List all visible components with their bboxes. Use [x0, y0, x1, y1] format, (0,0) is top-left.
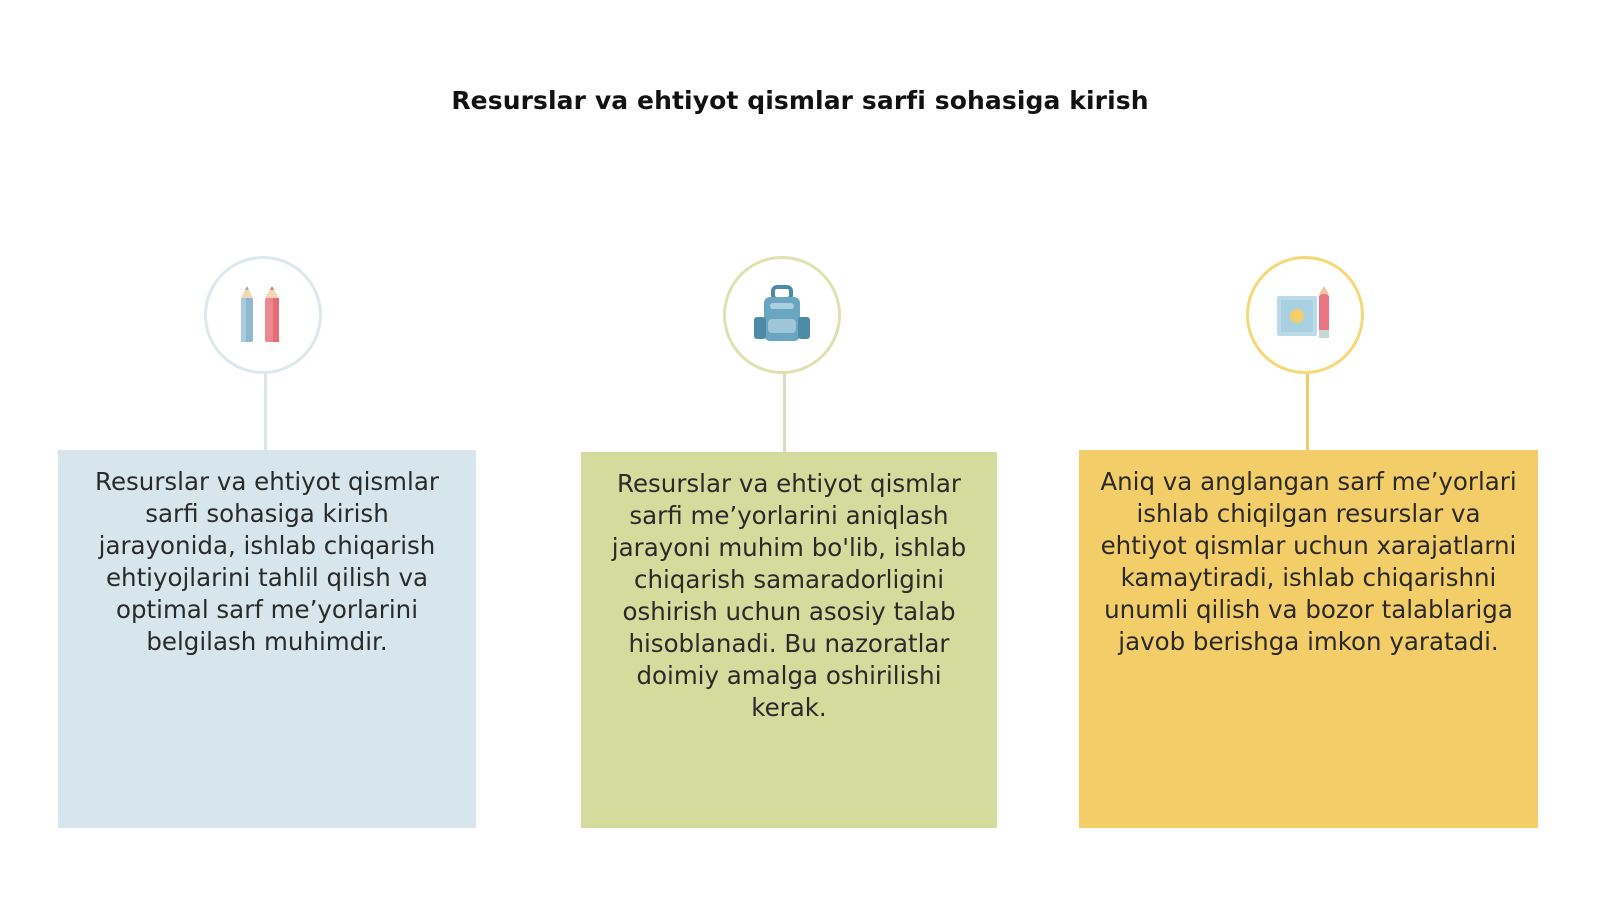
step-1-text: Resurslar va ehtiyot qismlar sarfi sohasiga kirish jarayonida, ishlab chiqarish ehtiyojlarini tahlil qilish va optimal sarf me’yorlarini belgilash muhimdir. [95, 467, 439, 656]
step-3-icon-circle [1246, 256, 1364, 374]
step-1-card [58, 450, 476, 828]
step-2-text: Resurslar va ehtiyot qismlar sarfi me’yorlarini aniqlash jarayoni muhim bo'lib, ishlab chiqarish samaradorligini oshirish uchun asosiy talab hisoblanadi. Bu nazoratlar doimiy amalga oshirilishi kerak. [611, 469, 967, 722]
step-2-icon-circle [723, 256, 841, 374]
step-3-text: Aniq va anglangan sarf me’yorlari ishlab chiqilgan resurslar va ehtiyot qismlar uchun xarajatlarni kamaytiradi, ishlab chiqarishni unumli qilish va bozor talablariga javob berishga imkon yaratadi. [1100, 467, 1517, 656]
drawing-board-icon [1275, 286, 1335, 344]
pencils-icon [235, 284, 291, 346]
page-title: Resurslar va ehtiyot qismlar sarfi sohasiga kirish [451, 86, 1149, 115]
step-3-connector [1306, 374, 1309, 450]
step-1-connector [264, 374, 267, 450]
step-1-icon-circle [204, 256, 322, 374]
step-3-card [1079, 450, 1538, 828]
backpack-icon [752, 285, 812, 345]
step-2-connector [783, 374, 786, 452]
step-2-card [581, 452, 997, 828]
